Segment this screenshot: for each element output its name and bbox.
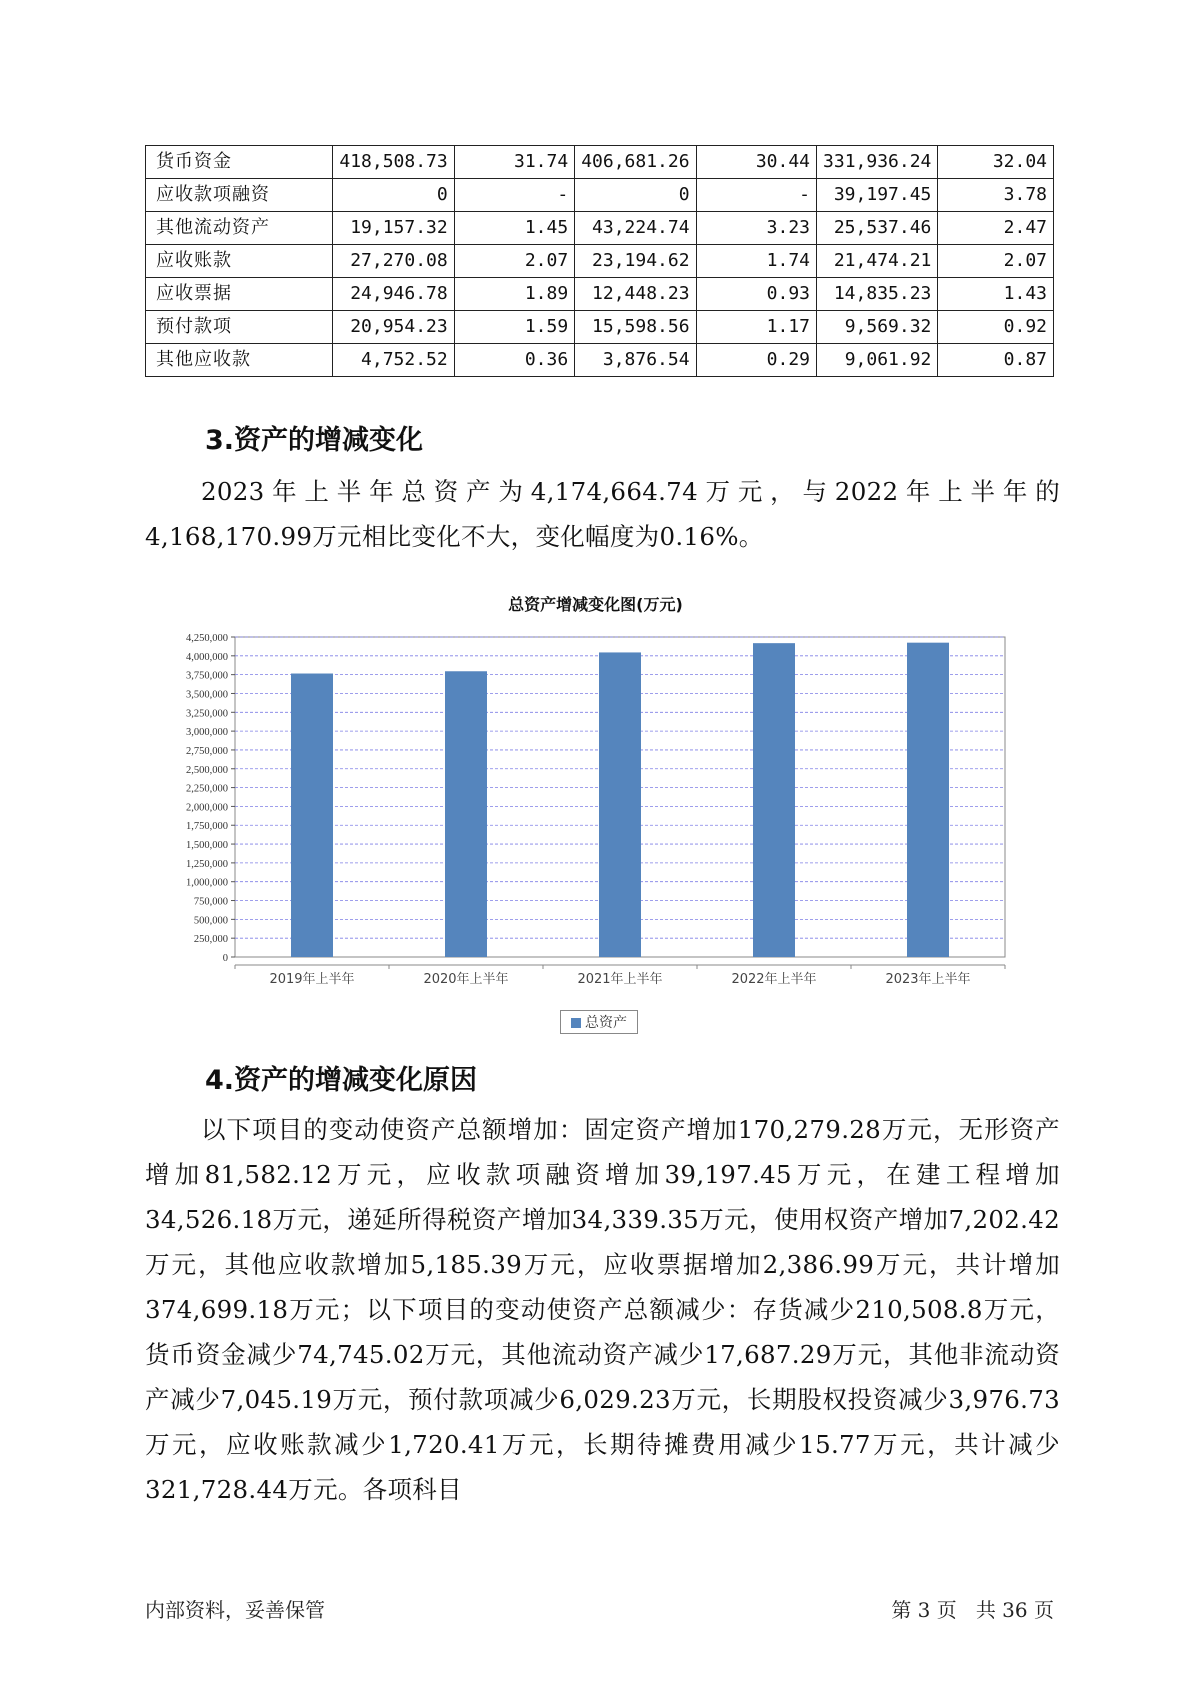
x-tick-label: 2021年上半年 <box>577 972 663 987</box>
bar <box>291 674 333 957</box>
y-tick-label: 1,000,000 <box>186 877 228 889</box>
table-cell: 1.43 <box>938 278 1054 311</box>
y-tick-label: 1,500,000 <box>186 840 228 852</box>
table-cell: 418,508.73 <box>333 146 454 179</box>
row-label: 货币资金 <box>146 146 333 179</box>
y-tick-label: 1,250,000 <box>186 858 228 870</box>
row-label: 应收款项融资 <box>146 179 333 212</box>
x-tick-label: 2022年上半年 <box>731 972 817 987</box>
table-cell: - <box>454 179 574 212</box>
y-tick-label: 500,000 <box>193 915 228 927</box>
table-cell: 21,474.21 <box>817 245 938 278</box>
table-cell: 27,270.08 <box>333 245 454 278</box>
table-cell: 0.87 <box>938 344 1054 377</box>
table-cell: 3,876.54 <box>575 344 696 377</box>
table-cell: 12,448.23 <box>575 278 696 311</box>
footer-confidential-note: 内部资料，妥善保管 <box>145 1598 325 1622</box>
row-label: 应收账款 <box>146 245 333 278</box>
table-cell: 19,157.32 <box>333 212 454 245</box>
table-cell: 14,835.23 <box>817 278 938 311</box>
table-cell: 331,936.24 <box>817 146 938 179</box>
x-tick-label: 2019年上半年 <box>269 972 355 987</box>
bar <box>599 652 641 957</box>
table-row <box>146 245 1054 278</box>
table-cell: 1.45 <box>454 212 574 245</box>
y-tick-label: 4,000,000 <box>186 651 228 663</box>
table-cell: 0.92 <box>938 311 1054 344</box>
total-assets-chart <box>150 625 1030 1005</box>
y-tick-label: 250,000 <box>193 934 228 946</box>
y-tick-label: 3,500,000 <box>186 689 228 701</box>
x-tick-label: 2020年上半年 <box>423 972 509 987</box>
table-row <box>146 212 1054 245</box>
asset-table <box>145 145 1054 377</box>
table-cell: 0 <box>575 179 696 212</box>
y-tick-label: 3,750,000 <box>186 670 228 682</box>
table-cell: 3.23 <box>696 212 816 245</box>
table-cell: 15,598.56 <box>575 311 696 344</box>
y-tick-label: 2,000,000 <box>186 802 228 814</box>
table-cell: 43,224.74 <box>575 212 696 245</box>
y-tick-label: 4,250,000 <box>186 633 228 644</box>
table-cell: 0.36 <box>454 344 574 377</box>
section-3-heading: 3.资产的增减变化 <box>205 425 424 456</box>
table-cell: 3.78 <box>938 179 1054 212</box>
table-row <box>146 179 1054 212</box>
table-cell: 1.59 <box>454 311 574 344</box>
table-cell: 1.74 <box>696 245 816 278</box>
chart-title: 总资产增减变化图(万元) <box>508 595 683 614</box>
bar <box>445 671 487 957</box>
legend-label: 总资产 <box>585 1015 627 1031</box>
table-row <box>146 311 1054 344</box>
y-tick-label: 2,500,000 <box>186 764 228 776</box>
y-tick-label: 0 <box>222 953 228 964</box>
table-cell: 20,954.23 <box>333 311 454 344</box>
y-tick-label: 3,000,000 <box>186 727 228 739</box>
table-cell: - <box>696 179 816 212</box>
table-cell: 1.17 <box>696 311 816 344</box>
table-cell: 24,946.78 <box>333 278 454 311</box>
table-cell: 23,194.62 <box>575 245 696 278</box>
section-4-paragraph: 以下项目的变动使资产总额增加：固定资产增加170,279.28万元，无形资产增加81,582.12万元，应收款项融资增加39,197.45万元，在建工程增加34,526.18万元，递延所得税资产增加34,339.35万元，使用权资产增加7,202.42万元，其他应收款增加5,185.39万元，应收票据增加2,386.99万元，共计增加374,699.18万元；以下项目的变动使资产总额减少：存货减少210,508.8万元，货币资金减少74,745.02万元，其他流动资产减少17,687.29万元，其他非流动资产减少7,045.19万元，预付款项减少6,029.23万元，长期股权投资减少3,976.73万元，应收账款减少1,720.41万元，长期待摊费用减少15.77万元，共计减少321,728.44万元。各项科目 <box>145 1115 1060 1504</box>
footer-page-number: 第 3 页 共 36 页 <box>891 1598 1054 1622</box>
table-cell: 2.07 <box>454 245 574 278</box>
table-row <box>146 344 1054 377</box>
row-label: 其他流动资产 <box>146 212 333 245</box>
y-tick-label: 2,250,000 <box>186 783 228 795</box>
table-cell: 2.47 <box>938 212 1054 245</box>
table-cell: 0.93 <box>696 278 816 311</box>
section-4-heading: 4.资产的增减变化原因 <box>205 1065 478 1096</box>
table-cell: 0 <box>333 179 454 212</box>
x-tick-label: 2023年上半年 <box>885 972 971 987</box>
table-cell: 32.04 <box>938 146 1054 179</box>
table-cell: 2.07 <box>938 245 1054 278</box>
table-cell: 30.44 <box>696 146 816 179</box>
section-3-paragraph: 2023年上半年总资产为4,174,664.74万元，与2022年上半年的4,168,170.99万元相比变化不大，变化幅度为0.16%。 <box>145 477 1060 551</box>
table-cell: 406,681.26 <box>575 146 696 179</box>
table-cell: 25,537.46 <box>817 212 938 245</box>
row-label: 预付款项 <box>146 311 333 344</box>
y-tick-label: 750,000 <box>193 896 228 908</box>
table-cell: 39,197.45 <box>817 179 938 212</box>
table-cell: 1.89 <box>454 278 574 311</box>
table-row <box>146 146 1054 179</box>
table-cell: 9,061.92 <box>817 344 938 377</box>
table-row <box>146 278 1054 311</box>
y-tick-label: 3,250,000 <box>186 708 228 720</box>
chart-legend <box>560 1010 638 1034</box>
bar <box>907 643 949 957</box>
y-tick-label: 1,750,000 <box>186 821 228 833</box>
table-cell: 9,569.32 <box>817 311 938 344</box>
table-cell: 31.74 <box>454 146 574 179</box>
row-label: 其他应收款 <box>146 344 333 377</box>
table-cell: 0.29 <box>696 344 816 377</box>
legend-swatch <box>571 1018 581 1028</box>
table-cell: 4,752.52 <box>333 344 454 377</box>
bar <box>753 643 795 957</box>
row-label: 应收票据 <box>146 278 333 311</box>
y-tick-label: 2,750,000 <box>186 745 228 757</box>
